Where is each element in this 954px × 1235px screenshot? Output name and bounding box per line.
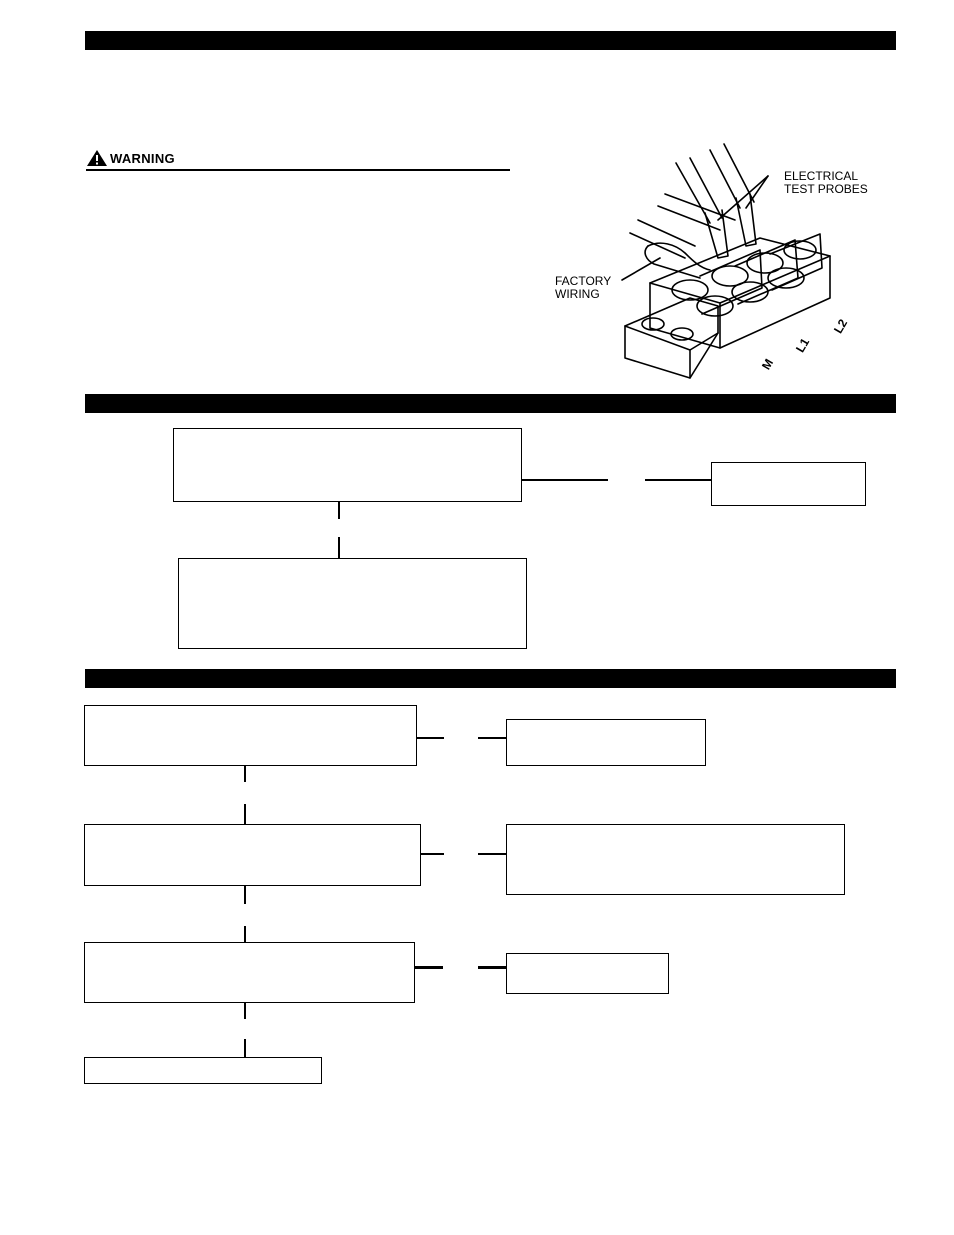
flowchart-2-down-1a (244, 766, 246, 782)
flowchart-1-connector-down-a (338, 502, 340, 519)
flowchart-2-down-2b (244, 926, 246, 942)
flowchart-2-step-3-box (84, 942, 415, 1003)
warning-triangle-icon (86, 149, 108, 167)
terminal-label-l2: L2 (831, 316, 851, 336)
warning-label: WARNING (110, 151, 175, 166)
callout-factory-line2: WIRING (555, 287, 600, 301)
callout-probes-line1: ELECTRICAL (784, 169, 859, 183)
terminal-label-m: M (759, 356, 777, 373)
callout-factory-line1: FACTORY (555, 274, 612, 288)
terminal-block-figure (550, 128, 880, 383)
flowchart-1-connector-down-b (338, 537, 340, 558)
flowchart-1-connector-right-b (645, 479, 711, 481)
flowchart-2-result-1-box (506, 719, 706, 766)
flowchart-2-step-1-connector-b (478, 737, 506, 739)
section-header-bar-3 (85, 669, 896, 688)
flowchart-2-down-3b (244, 1039, 246, 1057)
flowchart-2-result-3-box (506, 953, 669, 994)
warning-heading (86, 149, 510, 171)
section-header-bar-1 (85, 31, 896, 50)
flowchart-2-down-3a (244, 1003, 246, 1019)
flowchart-1-connector-right-a (522, 479, 608, 481)
flowchart-2-step-2-connector-a (421, 853, 444, 855)
callout-factory-wiring (555, 275, 625, 301)
callout-electrical-test-probes (784, 170, 884, 196)
flowchart-2-step-1-box (84, 705, 417, 766)
flowchart-2-step-2-connector-b (478, 853, 506, 855)
section-header-bar-2 (85, 394, 896, 413)
flowchart-2-step-3-connector-b (478, 966, 506, 969)
flowchart-1-step-2-box (178, 558, 527, 649)
flowchart-2-down-1b (244, 804, 246, 824)
callout-probes-line2: TEST PROBES (784, 182, 868, 196)
flowchart-2-result-2-box (506, 824, 845, 895)
flowchart-2-step-1-connector-a (417, 737, 444, 739)
flowchart-2-final-box (84, 1057, 322, 1084)
flowchart-1-result-box (711, 462, 866, 506)
flowchart-2-step-2-box (84, 824, 421, 886)
flowchart-2-down-2a (244, 886, 246, 904)
flowchart-2-step-3-connector-a (415, 966, 443, 969)
flowchart-1-step-1-box (173, 428, 522, 502)
terminal-label-l1: L1 (793, 335, 813, 355)
